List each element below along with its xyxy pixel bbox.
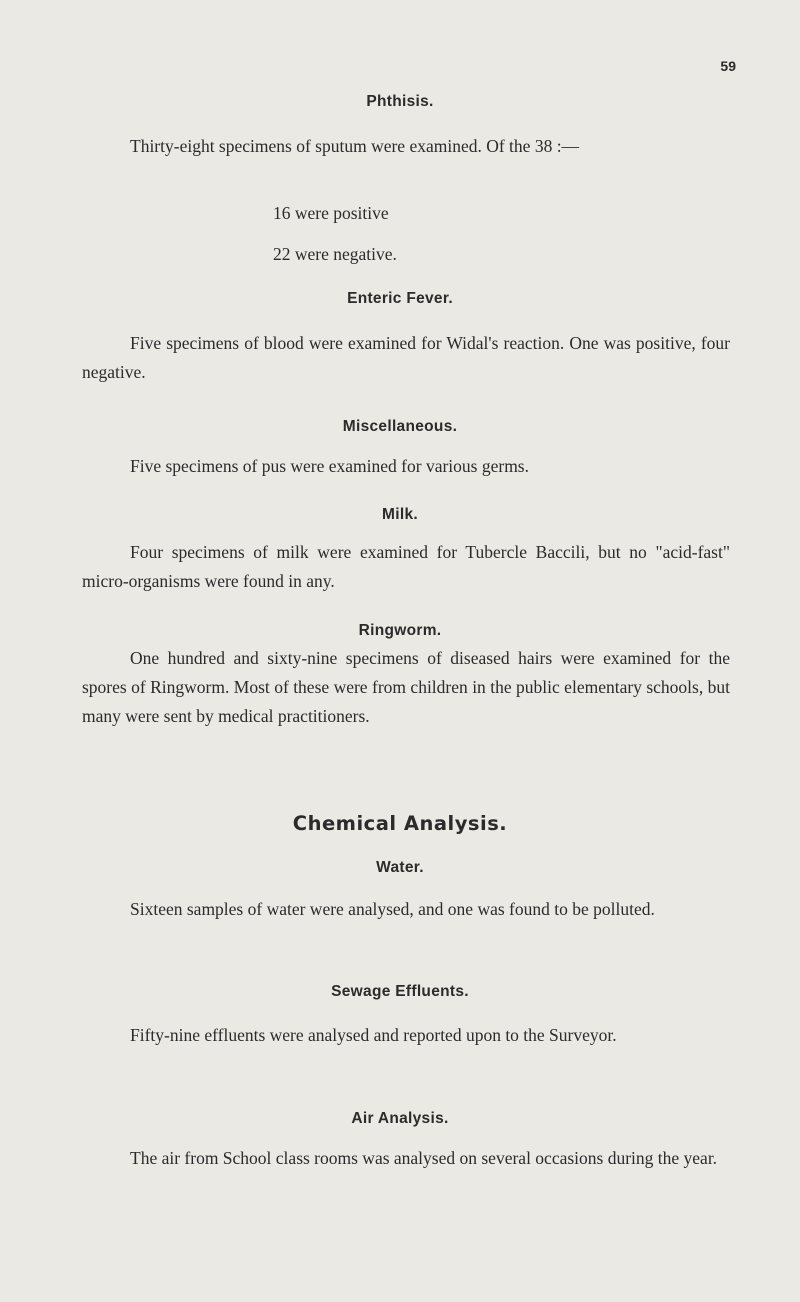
heading-milk: Milk. xyxy=(382,506,418,523)
paragraph-air-analysis: The air from School class rooms was analysed on several occasions during the year. xyxy=(130,1148,718,1168)
heading-sewage-effluents: Sewage Effluents. xyxy=(331,983,469,1000)
paragraph-milk: Four specimens of milk were examined for Tubercle Baccili, but no "acid-fast" micro-organisms were found in any. xyxy=(82,542,730,591)
result-negative: 22 were negative. xyxy=(273,244,397,264)
heading-water: Water. xyxy=(376,859,424,876)
heading-air-analysis: Air Analysis. xyxy=(351,1110,449,1127)
heading-chemical-analysis: Chemical Analysis. xyxy=(292,812,508,835)
paragraph-sewage-effluents: Fifty-nine effluents were analysed and reported upon to the Surveyor. xyxy=(130,1025,617,1045)
paragraph-enteric-fever: Five specimens of blood were examined for Widal's reaction. One was positive, four negative. xyxy=(82,333,730,382)
paragraph-miscellaneous: Five specimens of pus were examined for various germs. xyxy=(130,456,529,476)
heading-miscellaneous: Miscellaneous. xyxy=(342,418,458,435)
paragraph-water: Sixteen samples of water were analysed, and one was found to be polluted. xyxy=(130,899,655,919)
paragraph-ringworm: One hundred and sixty-nine specimens of diseased hairs were examined for the spores of Ringworm. Most of these were from children in the public elementary schools, but many were sent by medical practitioners. xyxy=(82,648,730,726)
page-number: 59 xyxy=(720,58,736,74)
heading-ringworm: Ringworm. xyxy=(358,622,442,639)
heading-phthisis: Phthisis. xyxy=(366,93,434,110)
heading-enteric-fever: Enteric Fever. xyxy=(347,290,453,307)
paragraph-phthisis: Thirty-eight specimens of sputum were examined. Of the 38 :— xyxy=(130,136,580,156)
result-positive: 16 were positive xyxy=(273,203,389,223)
